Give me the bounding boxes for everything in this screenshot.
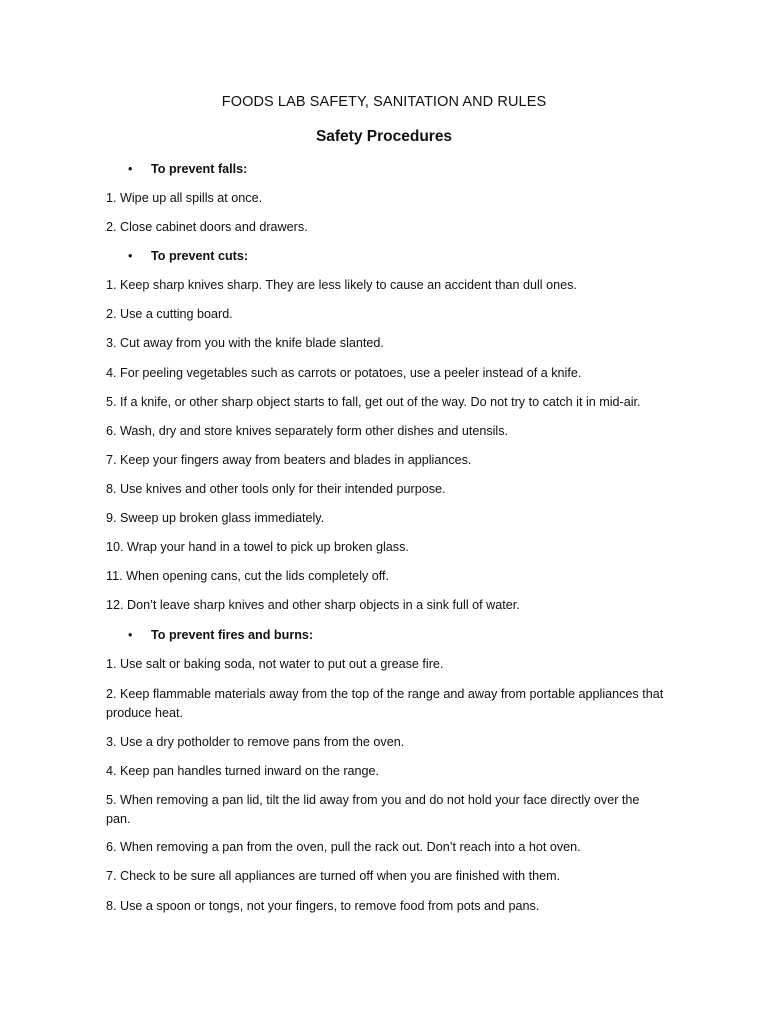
list-item: 5. When removing a pan lid, tilt the lid away from you and do not hold your face directly over the pan. — [106, 793, 640, 826]
bullet-heading-text: To prevent fires and burns: — [151, 628, 314, 642]
list-item: 2. Use a cutting board. — [106, 307, 233, 321]
list-item: 5. If a knife, or other sharp object starts to fall, get out of the way. Do not try to catch it in mid-air. — [106, 395, 641, 409]
list-item: 4. For peeling vegetables such as carrots or potatoes, use a peeler instead of a knife. — [106, 366, 582, 380]
list-item: 4. Keep pan handles turned inward on the range. — [106, 764, 380, 778]
list-item: 9. Sweep up broken glass immediately. — [106, 511, 325, 525]
list-item: 6. Wash, dry and store knives separately form other dishes and utensils. — [106, 424, 509, 438]
list-item: 1. Use salt or baking soda, not water to put out a grease fire. — [106, 657, 444, 671]
list-item: 3. Cut away from you with the knife blade slanted. — [106, 336, 384, 350]
list-item: 1. Wipe up all spills at once. — [106, 191, 263, 205]
bullet-icon: • — [128, 628, 133, 642]
bullet-icon: • — [128, 162, 133, 176]
list-item: 8. Use a spoon or tongs, not your fingers, to remove food from pots and pans. — [106, 899, 540, 913]
bullet-heading-text: To prevent falls: — [151, 162, 248, 176]
bullet-heading-text: To prevent cuts: — [151, 249, 249, 263]
list-item: 7. Keep your fingers away from beaters and blades in appliances. — [106, 453, 472, 467]
list-item: 3. Use a dry potholder to remove pans from the oven. — [106, 735, 405, 749]
list-item: 7. Check to be sure all appliances are turned off when you are finished with them. — [106, 869, 561, 883]
list-item: 2. Keep flammable materials away from the top of the range and away from portable appliances that produce heat. — [106, 687, 664, 720]
list-item: 10. Wrap your hand in a towel to pick up broken glass. — [106, 540, 409, 554]
list-item: 12. Don’t leave sharp knives and other sharp objects in a sink full of water. — [106, 598, 520, 612]
bullet-heading-falls — [128, 160, 247, 179]
list-item: 6. When removing a pan from the oven, pull the rack out. Don’t reach into a hot oven. — [106, 840, 581, 854]
list-item: 1. Keep sharp knives sharp. They are less likely to cause an accident than dull ones. — [106, 278, 577, 292]
bullet-heading-fires — [128, 626, 313, 645]
list-item: 2. Close cabinet doors and drawers. — [106, 220, 308, 234]
bullet-icon: • — [128, 249, 133, 263]
list-item: 11. When opening cans, cut the lids completely off. — [106, 569, 390, 583]
list-item: 8. Use knives and other tools only for their intended purpose. — [106, 482, 446, 496]
document-title: FOODS LAB SAFETY, SANITATION AND RULES — [221, 94, 547, 110]
bullet-heading-cuts — [128, 247, 248, 266]
section-title: Safety Procedures — [315, 128, 453, 145]
